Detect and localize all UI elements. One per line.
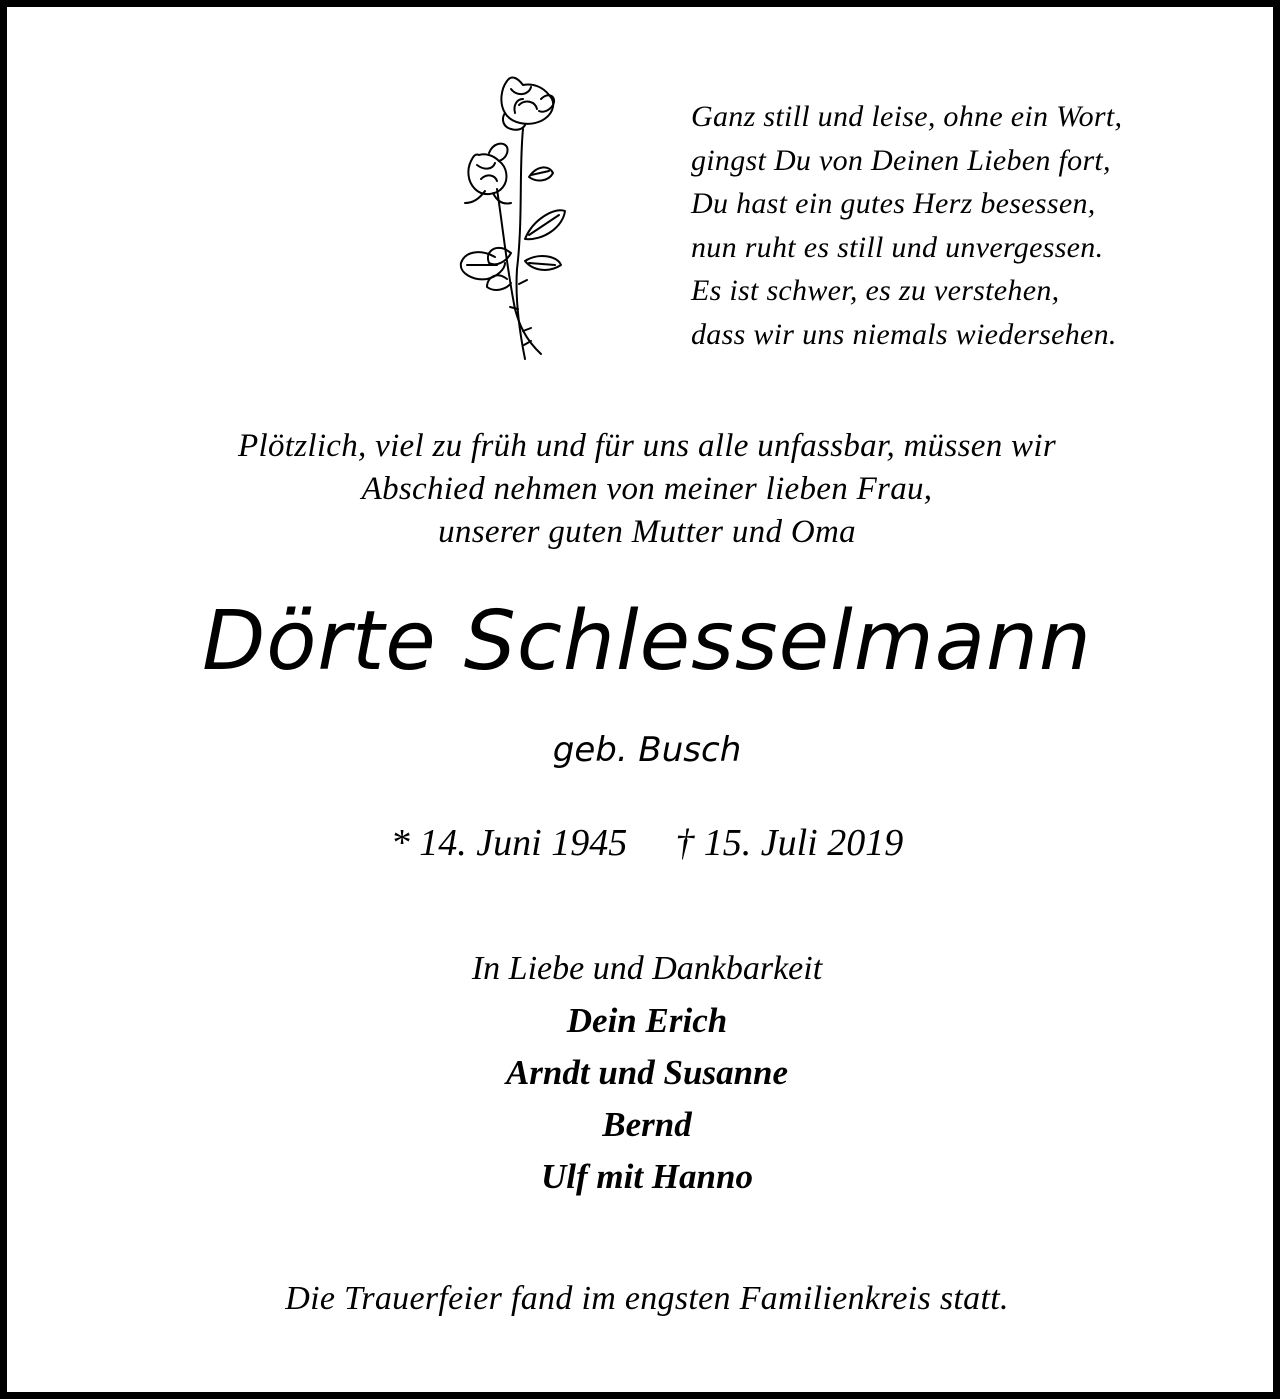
intro-line: Plötzlich, viel zu früh und für uns alle unfassbar, müssen wir (238, 428, 1056, 464)
intro-line: unserer guten Mutter und Oma (438, 514, 856, 550)
poem-line: gingst Du von Deinen Lieben fort, (691, 143, 1111, 177)
life-dates (67, 818, 1227, 868)
funeral-note: Die Trauerfeier fand im engsten Familienkreis statt. (285, 1280, 1009, 1317)
poem (691, 95, 1251, 356)
closing-text: In Liebe und Dankbarkeit (471, 950, 823, 987)
birth-date: * 14. Juni 1945 (390, 822, 628, 864)
family-member: Dein Erich (566, 1001, 728, 1040)
poem-line: dass wir uns niemals wiedersehen. (691, 317, 1117, 351)
poem-line: Ganz still und leise, ohne ein Wort, (691, 100, 1123, 133)
maiden-name: geb. Busch (552, 730, 742, 770)
death-date: † 15. Juli 2019 (675, 822, 904, 864)
family-signatures (67, 995, 1227, 1203)
poem-line: nun ruht es still und unvergessen. (691, 230, 1104, 264)
poem-line: Du hast ein gutes Herz besessen, (691, 187, 1096, 220)
family-member: Arndt und Susanne (505, 1053, 789, 1092)
family-member: Bernd (602, 1105, 692, 1144)
poem-line: Es ist schwer, es zu verstehen, (691, 274, 1060, 307)
rose-icon (445, 69, 575, 361)
intro-text (67, 425, 1227, 554)
intro-line: Abschied nehmen von meiner lieben Frau, (361, 471, 933, 507)
deceased-name: Dörte Schlesselmann (202, 594, 1092, 689)
family-member: Ulf mit Hanno (541, 1157, 753, 1196)
